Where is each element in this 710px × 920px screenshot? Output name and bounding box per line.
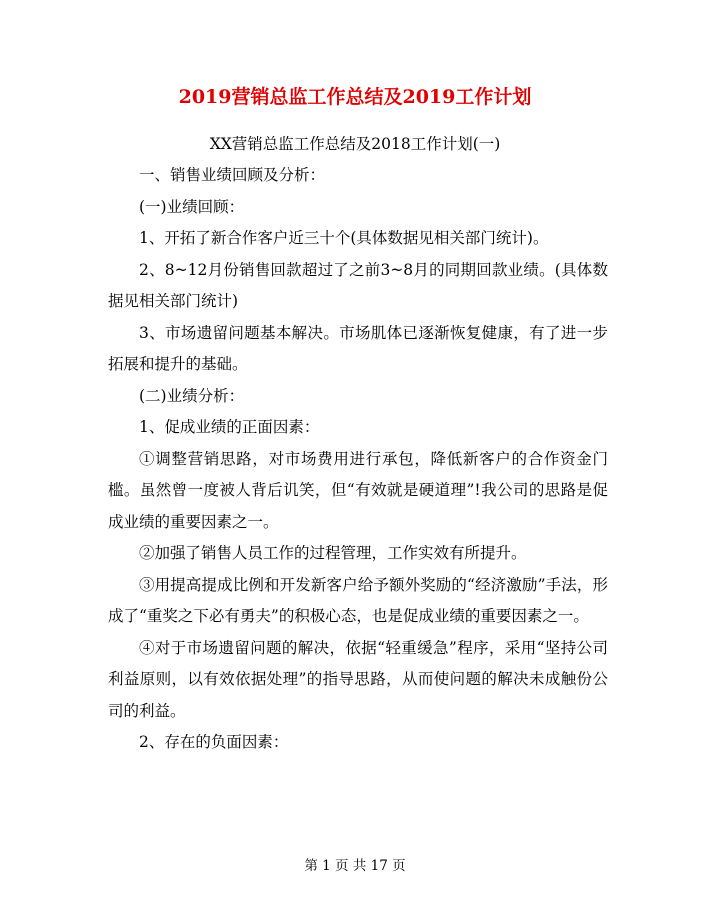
paragraph-subsection-heading: (二)业绩分析：: [139, 386, 245, 405]
paragraph: 2、8~12月份销售回款超过了之前3~8月的同期回款业绩。(具体数据见相关部门统计): [108, 260, 608, 310]
paragraph-section-heading: 一、销售业绩回顾及分析：: [139, 166, 326, 184]
document-subtitle: XX营销总监工作总结及2018工作计划(一): [209, 135, 501, 153]
page-footer: 第 1 页 共 17 页: [304, 858, 406, 874]
paragraph: 1、开拓了新合作客户近三十个(具体数据见相关部门统计)。: [139, 229, 549, 247]
document-body: [108, 160, 608, 759]
paragraph: 3、市场遗留问题基本解决。市场肌体已逐渐恢复健康，有了进一步拓展和提升的基础。: [108, 323, 608, 373]
paragraph: ①调整营销思路，对市场费用进行承包，降低新客户的合作资金门槛。虽然曾一度被人背后讥笑，但“有效就是硬道理”!我公司的思路是促成业绩的重要因素之一。: [108, 449, 608, 531]
paragraph: ②加强了销售人员工作的过程管理，工作实效有所提升。: [139, 544, 527, 562]
paragraph: ③用提高提成比例和开发新客户给予额外奖励的“经济激励”手法，形成了“重奖之下必有勇夫”的积极心态，也是促成业绩的重要因素之一。: [108, 575, 608, 625]
document-title: 2019营销总监工作总结及2019工作计划: [178, 86, 532, 108]
paragraph-item-heading: 2、存在的负面因素：: [139, 733, 289, 751]
paragraph: ④对于市场遗留问题的解决，依据“轻重缓急”程序，采用“坚持公司利益原则，以有效依据处理”的指导思路，从而使问题的解决未成触份公司的利益。: [108, 638, 608, 720]
paragraph-item-heading: 1、促成业绩的正面因素：: [139, 418, 320, 436]
paragraph-subsection-heading: (一)业绩回顾：: [139, 197, 245, 216]
